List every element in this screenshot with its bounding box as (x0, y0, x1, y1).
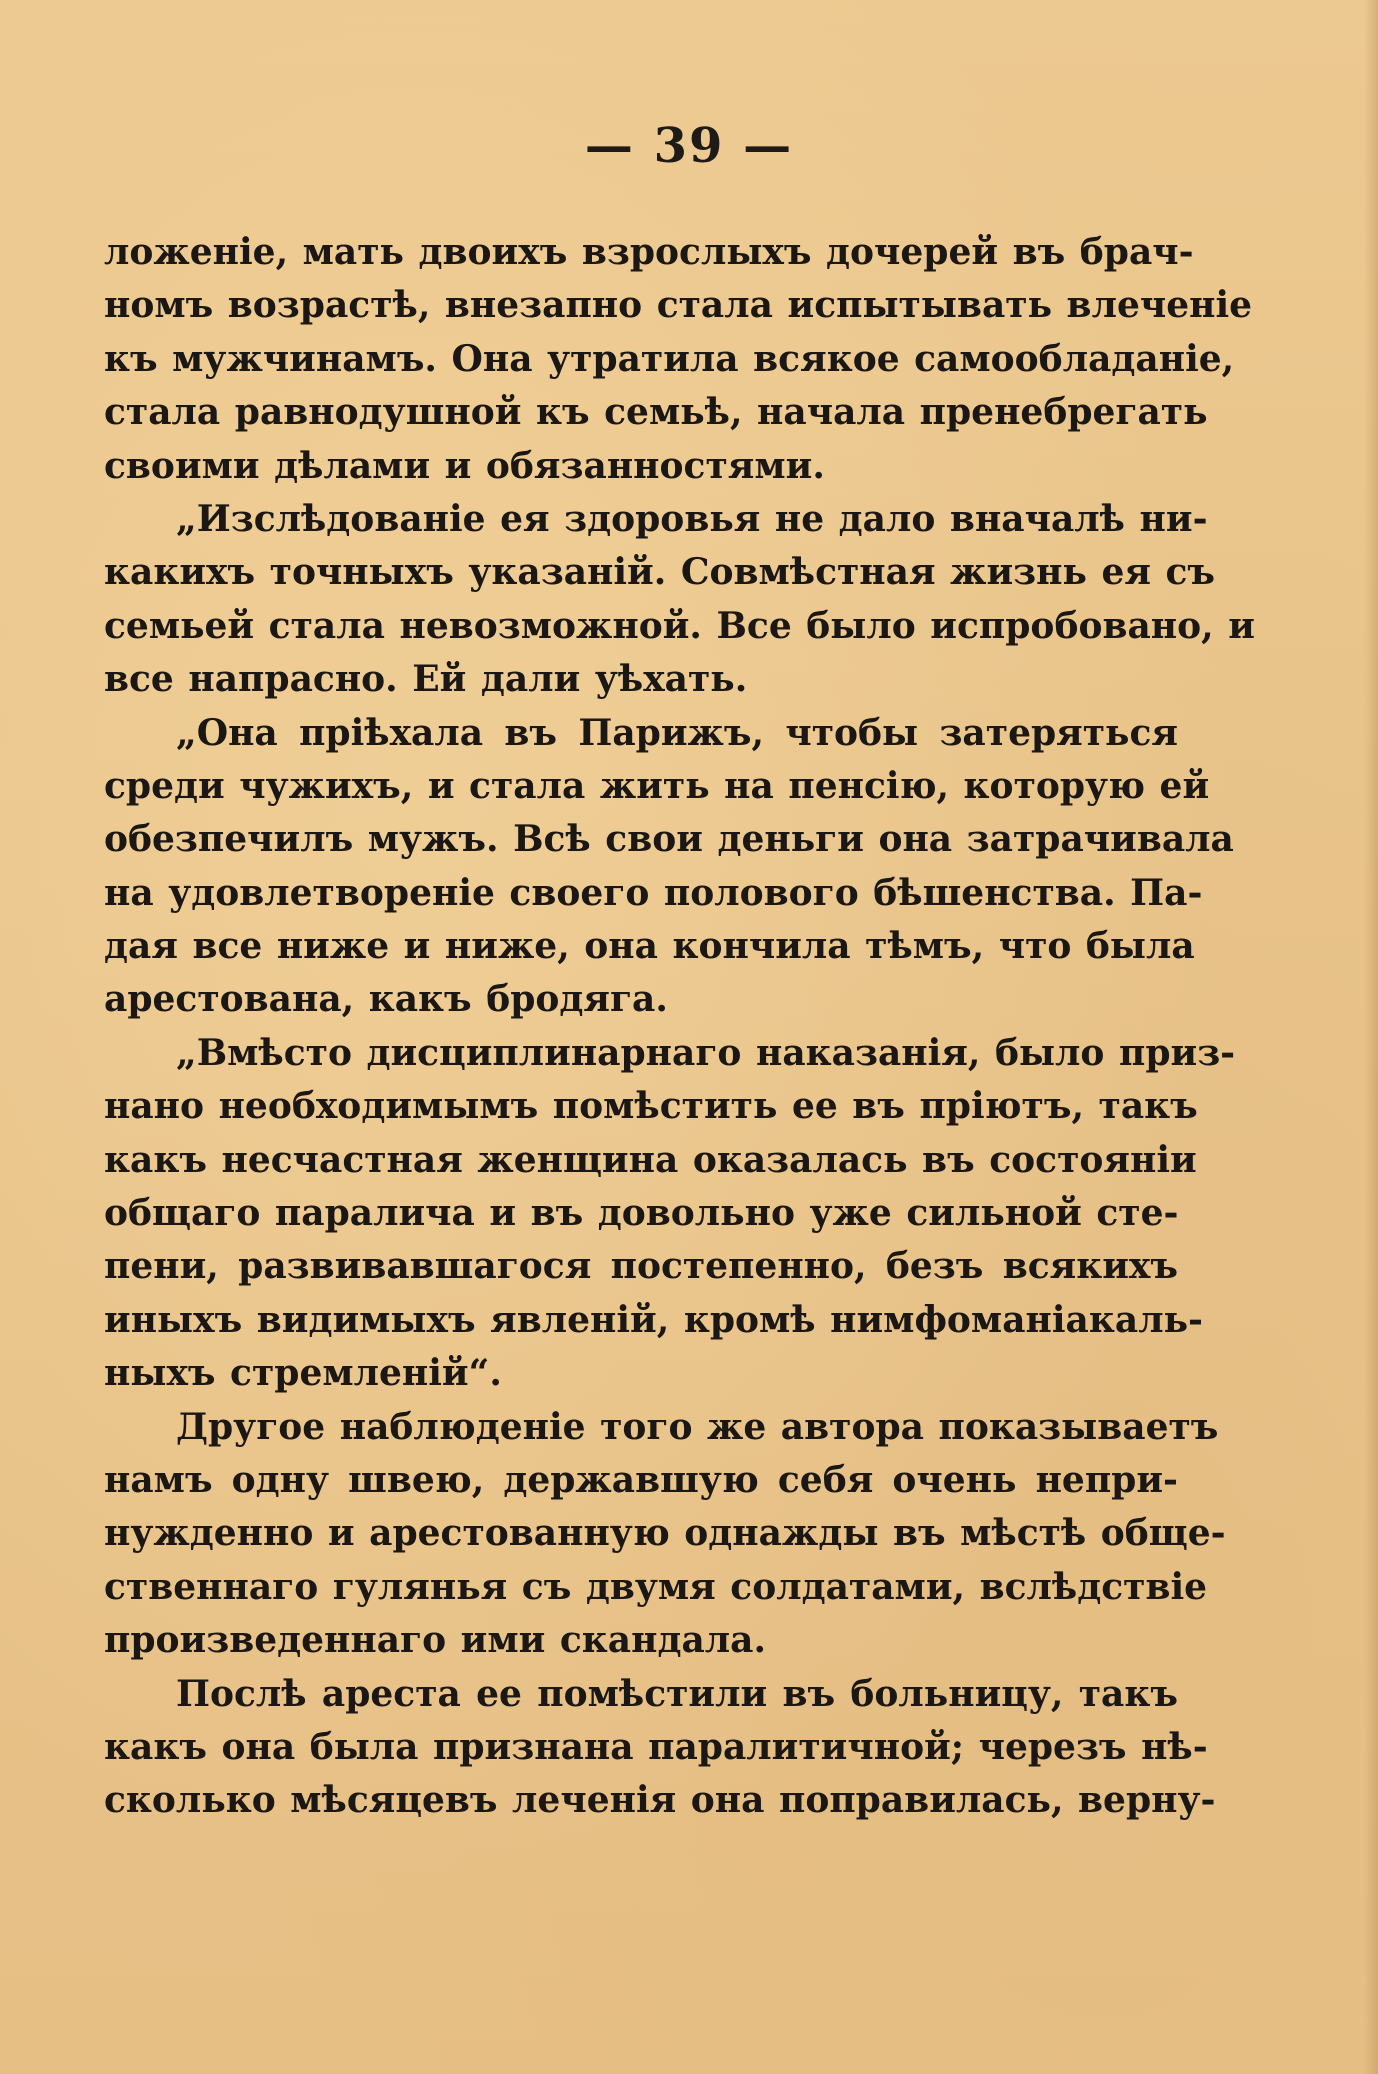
text-line: „Вмѣсто дисциплинарнаго наказанія, было приз- (176, 1031, 1236, 1074)
text-line: какъ она была признана паралитичной; черезъ нѣ- (104, 1725, 1208, 1768)
text-line: Другое наблюденіе того же автора показываетъ (176, 1405, 1219, 1448)
text-line: арестована, какъ бродяга. (104, 978, 668, 1021)
text-line: своими дѣлами и обязанностями. (104, 444, 825, 487)
text-line: намъ одну швею, державшую себя очень непри- (104, 1458, 1178, 1501)
text-line: дая все ниже и ниже, она кончила тѣмъ, что была (104, 925, 1195, 968)
body-text (104, 226, 1255, 1828)
text-line: номъ возрастѣ, внезапно стала испытывать влеченіе (104, 284, 1253, 327)
text-line: къ мужчинамъ. Она утратила всякое самообладаніе, (104, 337, 1235, 380)
text-line: пени, развивавшагося постепенно, безъ всякихъ (104, 1245, 1178, 1288)
text-line: все напрасно. Ей дали уѣхать. (104, 658, 748, 701)
text-line: стала равнодушной къ семьѣ, начала пренебрегать (104, 391, 1208, 434)
text-line: семьей стала невозможной. Все было испробовано, и (104, 604, 1255, 647)
text-line: ственнаго гулянья съ двумя солдатами, вслѣдствіе (104, 1565, 1208, 1608)
text-line: какихъ точныхъ указаній. Совмѣстная жизнь ея съ (104, 551, 1216, 594)
text-line: обезпечилъ мужъ. Всѣ свои деньги она затрачивала (104, 818, 1234, 861)
page-number: — 39 — (584, 118, 794, 174)
text-line: на удовлетвореніе своего полового бѣшенства. Па- (104, 871, 1203, 914)
text-line: общаго паралича и въ довольно уже сильной сте- (104, 1192, 1179, 1235)
text-line: нужденно и арестованную однажды въ мѣстѣ обще- (104, 1512, 1226, 1555)
text-line: „Она пріѣхала въ Парижъ, чтобы затеряться (176, 711, 1178, 754)
text-line: нано необходимымъ помѣстить ее въ пріютъ, такъ (104, 1085, 1198, 1128)
text-line: „Изслѣдованіе ея здоровья не дало вначалѣ ни- (176, 497, 1208, 540)
text-line: какъ несчастная женщина оказалась въ состояніи (104, 1138, 1197, 1181)
text-line: ныхъ стремленій“. (104, 1352, 502, 1395)
text-line: Послѣ ареста ее помѣстили въ больницу, такъ (176, 1672, 1178, 1715)
scan-edge-shadow (1364, 0, 1378, 2074)
text-line: среди чужихъ, и стала жить на пенсію, которую ей (104, 764, 1210, 807)
text-line: ложеніе, мать двоихъ взрослыхъ дочерей въ брач- (104, 231, 1194, 273)
text-line: произведеннаго ими скандала. (104, 1619, 767, 1662)
text-line: иныхъ видимыхъ явленій, кромѣ нимфоманіакаль- (104, 1298, 1203, 1341)
text-line: сколько мѣсяцевъ леченія она поправилась, верну- (104, 1779, 1216, 1822)
